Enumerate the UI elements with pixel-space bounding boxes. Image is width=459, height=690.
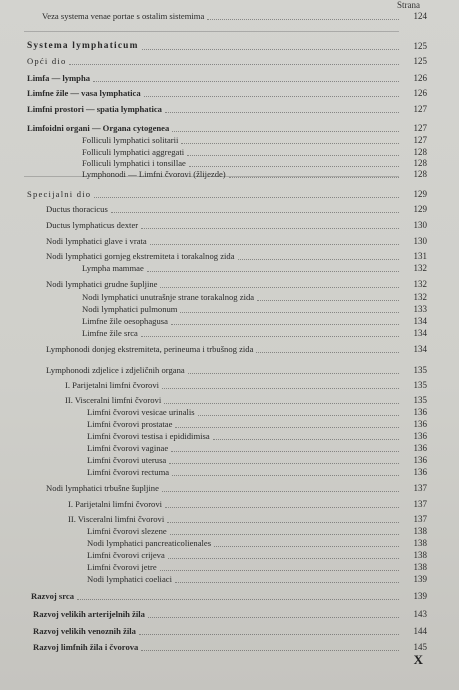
toc-page-number: 136	[413, 419, 427, 429]
toc-entry: Limfni čvorovi testisa i epididimisa	[0, 430, 399, 442]
toc-entry: Ductus thoracicus	[0, 203, 399, 215]
section-rule	[24, 31, 399, 32]
toc-entry: Lymphonodi zdjelice i zdjeličnih organa	[0, 364, 399, 376]
toc-page-number: 128	[413, 169, 427, 179]
toc-entry: Ductus lymphaticus dexter	[0, 219, 399, 231]
toc-page-number: 126	[413, 73, 427, 83]
toc-entry: Systema lymphaticum	[0, 40, 399, 52]
page-column-header: Strana	[397, 0, 420, 10]
toc-page-number: 135	[413, 395, 427, 405]
toc-entry: Folliculi lymphatici i tonsillae	[0, 157, 399, 169]
toc-entry: Nodi lymphatici pulmonum	[0, 303, 399, 315]
toc-entry: II. Visceralni limfni čvorovi	[0, 513, 399, 525]
toc-entry: Nodi lymphatici glave i vrata	[0, 235, 399, 247]
toc-entry: Limfni čvorovi uterusa	[0, 454, 399, 466]
toc-entry: I. Parijetalni limfni čvorovi	[0, 498, 399, 510]
toc-page-number: 127	[413, 123, 427, 133]
toc-page-number: 143	[413, 609, 427, 619]
toc-page-number: 131	[413, 251, 427, 261]
toc-entry: Lymphonodi — Limfni čvorovi (žlijezde)	[0, 168, 399, 180]
toc-page-number: 139	[413, 574, 427, 584]
toc-page-number: 125	[413, 41, 427, 51]
page-roman-numeral: X	[413, 652, 423, 667]
toc-page-number: 136	[413, 455, 427, 465]
toc-page-number: 134	[413, 316, 427, 326]
toc-entry: Limfni prostori — spatia lymphatica	[0, 103, 399, 115]
toc-entry: I. Parijetalni limfni čvorovi	[0, 379, 399, 391]
toc-page-number: 136	[413, 431, 427, 441]
toc-page-number: 130	[413, 220, 427, 230]
toc-page-number: 126	[413, 88, 427, 98]
toc-page-number: 137	[413, 483, 427, 493]
toc-page-number: 127	[413, 135, 427, 145]
toc-page-number: 130	[413, 236, 427, 246]
toc-page-number: 129	[413, 189, 427, 199]
toc-page-number: 132	[413, 279, 427, 289]
toc-page-number: 136	[413, 407, 427, 417]
toc-page-number: 138	[413, 550, 427, 560]
toc-entry: Limfni čvorovi prostatae	[0, 418, 399, 430]
toc-entry: Lympha mammae	[0, 262, 399, 274]
toc-entry: Limfni čvorovi crijeva	[0, 549, 399, 561]
toc-entry: Nodi lymphatici pancreaticolienales	[0, 537, 399, 549]
toc-page-number: 136	[413, 467, 427, 477]
toc-page-number: 138	[413, 562, 427, 572]
toc-page-number: 132	[413, 292, 427, 302]
toc-entry: Nodi lymphatici grudne šupljine	[0, 278, 399, 290]
toc-entry: II. Visceralni limfni čvorovi	[0, 394, 399, 406]
toc-entry: Opći dio	[0, 55, 399, 67]
toc-page-number: 125	[413, 56, 427, 66]
toc-entry: Nodi lymphatici trbušne šupljine	[0, 482, 399, 494]
toc-entry: Limfni čvorovi vaginae	[0, 442, 399, 454]
toc-page-number: 135	[413, 380, 427, 390]
toc-entry: Nodi lymphatici gornjeg ekstremiteta i torakalnog zida	[0, 250, 399, 262]
toc-page-number: 138	[413, 526, 427, 536]
toc-entry: Razvoj srca	[0, 590, 399, 602]
toc-entry: Limfni čvorovi jetre	[0, 561, 399, 573]
toc-entry: Razvoj velikih venoznih žila	[0, 625, 399, 637]
toc-entry: Nodi lymphatici coeliaci	[0, 573, 399, 585]
toc-page-number: 137	[413, 514, 427, 524]
toc-page-number: 139	[413, 591, 427, 601]
toc-page-number: 133	[413, 304, 427, 314]
toc-page-number: 129	[413, 204, 427, 214]
toc-page-number: 134	[413, 344, 427, 354]
toc-page-number: 138	[413, 538, 427, 548]
toc-entry: Limfa — lympha	[0, 72, 399, 84]
toc-entry: Nodi lymphatici unutrašnje strane torakalnog zida	[0, 291, 399, 303]
toc-entry: Folliculi lymphatici solitarii	[0, 134, 399, 146]
toc-page-number: 132	[413, 263, 427, 273]
toc-page-number: 124	[413, 11, 427, 21]
toc-page-number: 135	[413, 365, 427, 375]
toc-entry: Limfni čvorovi vesicae urinalis	[0, 406, 399, 418]
toc-entry: Lymphonodi donjeg ekstremiteta, perineuma i trbušnog zida	[0, 343, 399, 355]
toc-page-number: 127	[413, 104, 427, 114]
toc-entry: Veza systema venae portae s ostalim sistemima	[0, 10, 399, 22]
toc-page-number: 128	[413, 158, 427, 168]
toc-page-number: 137	[413, 499, 427, 509]
toc-entry: Limfni čvorovi rectuma	[0, 466, 399, 478]
toc-entry: Specijalni dio	[0, 188, 399, 200]
toc-page-number: 145	[413, 642, 427, 652]
toc-page-number: 136	[413, 443, 427, 453]
toc-entry: Limfne žile oesophagusa	[0, 315, 399, 327]
toc-entry: Limfoidni organi — Organa cytogenea	[0, 122, 399, 134]
toc-page-number: 134	[413, 328, 427, 338]
toc-entry: Limfni čvorovi slezene	[0, 525, 399, 537]
toc-entry: Razvoj limfnih žila i čvorova	[0, 641, 399, 653]
toc-entry: Folliculi lymphatici aggregati	[0, 146, 399, 158]
toc-entry: Limfne žile — vasa lymphatica	[0, 87, 399, 99]
toc-entry: Limfne žile srca	[0, 327, 399, 339]
toc-page-number: 144	[413, 626, 427, 636]
toc-entry: Razvoj velikih arterijelnih žila	[0, 608, 399, 620]
toc-page-number: 128	[413, 147, 427, 157]
